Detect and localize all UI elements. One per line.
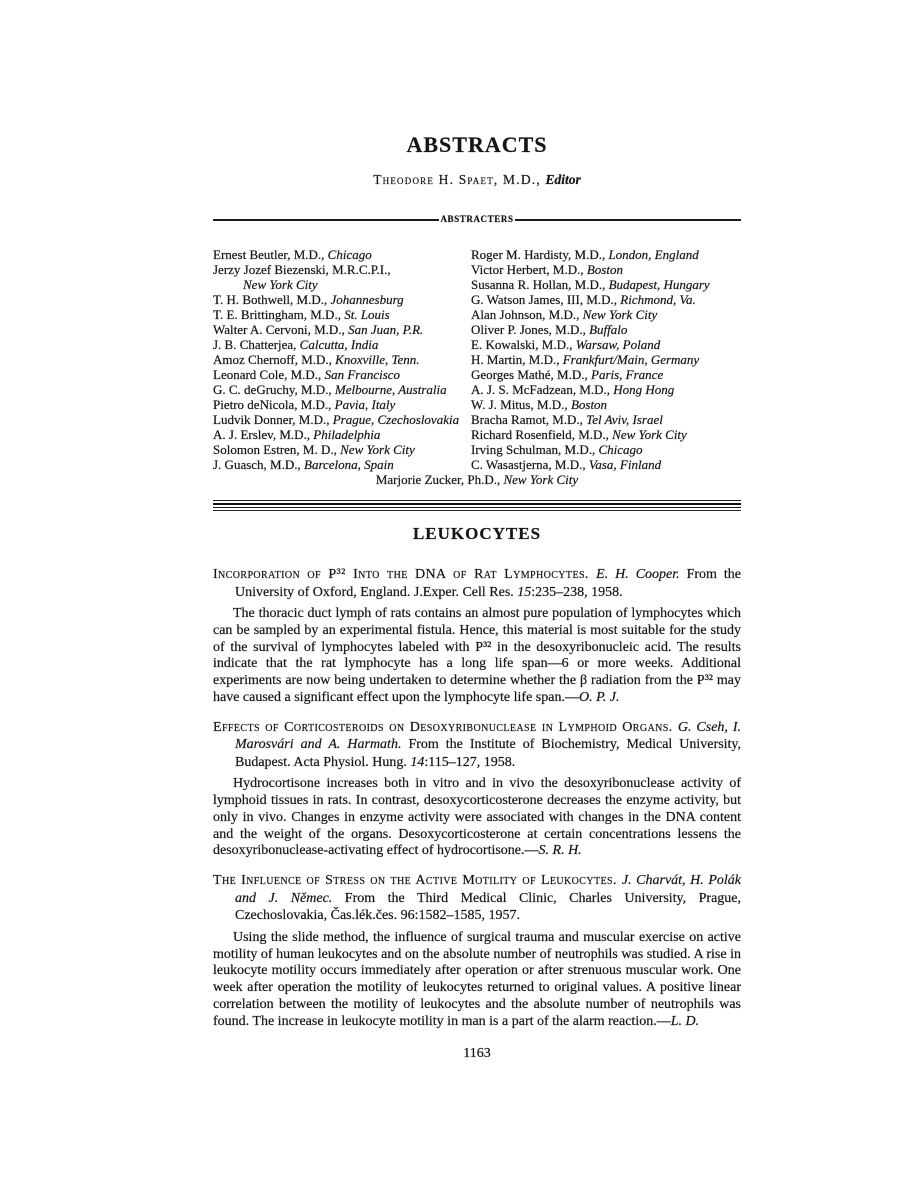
abstracter-entry: C. Wasastjerna, M.D., Vasa, Finland: [471, 457, 662, 472]
abstracter-entry: G. Watson James, III, M.D., Richmond, Va.: [471, 292, 696, 307]
abstract-citation: The Influence of Stress on the Active Motility of Leukocytes. J. Charvát, H. Polák and J. Němec. From the Third Medical Clinic, Charles University, Prague, Czechoslovakia, Čas.lék.čes. 96:1582–1585, 1957.: [213, 873, 742, 924]
abstracters-columns: [213, 247, 741, 472]
page-title: ABSTRACTS: [406, 132, 548, 157]
abstracter-entry: G. C. deGruchy, M.D., Melbourne, Australia: [213, 382, 447, 397]
abstracter-entry: Bracha Ramot, M.D., Tel Aviv, Israel: [471, 412, 663, 427]
abstracter-entry: A. J. Erslev, M.D., Philadelphia: [213, 427, 381, 442]
abstracter-entry: Susanna R. Hollan, M.D., Budapest, Hungary: [471, 277, 710, 292]
abstract-entry: [213, 872, 741, 1030]
abstracter-entry: Jerzy Jozef Biezenski, M.R.C.P.I., New York City: [213, 262, 391, 292]
abstract-citation: Effects of Corticosteroids on Desoxyribonuclease in Lymphoid Organs. G. Cseh, I. Marosvári and A. Harmath. From the Institute of Biochemistry, Medical University, Budapest. Acta Physiol. Hung. 14:115–127, 1958.: [213, 719, 742, 770]
abstract-entry: [213, 719, 741, 860]
abstract-citation: Incorporation of P³² Into the DNA of Rat Lymphocytes. E. H. Cooper. From the University of Oxford, England. J.Exper. Cell Res. 15:235–238, 1958.: [213, 567, 741, 600]
abstracters-divider: [213, 214, 741, 225]
page-number: 1163: [463, 1045, 491, 1061]
abstracter-entry: Georges Mathé, M.D., Paris, France: [471, 367, 664, 382]
abstracter-entry: Solomon Estren, M. D., New York City: [213, 442, 415, 457]
abstracter-entry: E. Kowalski, M.D., Warsaw, Poland: [471, 337, 661, 352]
section-heading: LEUKOCYTES: [412, 524, 542, 543]
abstracter-centered-entry: Marjorie Zucker, Ph.D., New York City: [375, 472, 579, 487]
divider-line-right: [515, 219, 741, 221]
abstracter-entry: Oliver P. Jones, M.D., Buffalo: [471, 322, 628, 337]
abstracter-entry: Amoz Chernoff, M.D., Knoxville, Tenn.: [213, 352, 420, 367]
abstracts-list: [213, 566, 741, 1031]
abstracter-entry: H. Martin, M.D., Frankfurt/Main, Germany: [471, 352, 700, 367]
abstract-body: Hydrocortisone increases both in vitro and in vivo the desoxyribonuclease activity of lymphoid tissues in rats. In contrast, desoxycorticosterone decreases the enzyme activity, but only in vivo. Changes in enzyme activity were associated with changes in the DNA content and the weight of the organs. Desoxycorticosterone at certain concentrations lessens the desoxyribonuclease-activating effect of hydrocortisone.—S. R. H.: [213, 776, 741, 859]
divider-rule: [213, 500, 741, 501]
abstracter-entry: Victor Herbert, M.D., Boston: [471, 262, 623, 277]
editor-byline: Theodore H. Spaet, M.D., Editor: [373, 172, 581, 187]
abstracter-entry: A. J. S. McFadzean, M.D., Hong Hong: [471, 382, 675, 397]
divider-rule: [213, 510, 741, 511]
abstracters-divider-label: ABSTRACTERS: [440, 214, 514, 224]
abstracter-entry: Ludvik Donner, M.D., Prague, Czechoslovakia: [213, 412, 460, 427]
divider-rule: [213, 503, 741, 505]
abstract-entry: [213, 566, 741, 707]
abstracter-entry: T. E. Brittingham, M.D., St. Louis: [213, 307, 390, 322]
abstract-body: The thoracic duct lymph of rats contains an almost pure population of lymphocytes which can be sampled by an experimental fistula. Hence, this material is most suitable for the study of the survival of lymphocytes labeled with P³² in the desoxyribonucleic acid. The results indicate that the rat lymphocyte has a long life span—6 or more weeks. Additional experiments are now being undertaken to determine whether the β radiation from the P³² may have caused a significant effect upon the lymphocyte life span.—O. P. J.: [213, 606, 741, 705]
abstract-body: Using the slide method, the influence of surgical trauma and muscular exercise on active motility of human leukocytes and on the absolute number of neutrophils was studied. A rise in leukocyte motility occurs immediately after operation or after strenuous muscular work. One week after operation the motility of leukocytes returned to original values. A positive linear correlation between the motility of leukocytes and the absolute number of neutrophils was found. The increase in leukocyte motility in man is a part of the alarm reaction.—L. D.: [213, 929, 741, 1029]
abstracter-entry: Roger M. Hardisty, M.D., London, England: [471, 247, 699, 262]
abstracter-entry: J. Guasch, M.D., Barcelona, Spain: [213, 457, 394, 472]
abstracters-column-right: [471, 247, 741, 472]
abstracter-entry: Pietro deNicola, M.D., Pavia, Italy: [213, 397, 396, 412]
abstracter-entry: T. H. Bothwell, M.D., Johannesburg: [213, 292, 404, 307]
page-content: [213, 132, 741, 1062]
divider-line-left: [213, 219, 439, 221]
abstracter-entry: J. B. Chatterjea, Calcutta, India: [213, 337, 379, 352]
abstracter-entry: Ernest Beutler, M.D., Chicago: [213, 247, 372, 262]
divider-rule: [213, 507, 741, 508]
abstracter-entry: Richard Rosenfield, M.D., New York City: [471, 427, 687, 442]
section-divider: [213, 500, 741, 511]
abstracter-entry: Walter A. Cervoni, M.D., San Juan, P.R.: [213, 322, 424, 337]
abstracter-entry: Alan Johnson, M.D., New York City: [471, 307, 658, 322]
abstracters-column-left: [213, 247, 471, 472]
abstracter-entry: Leonard Cole, M.D., San Francisco: [213, 367, 401, 382]
abstracter-entry: Irving Schulman, M.D., Chicago: [471, 442, 643, 457]
abstracter-entry: W. J. Mitus, M.D., Boston: [471, 397, 608, 412]
